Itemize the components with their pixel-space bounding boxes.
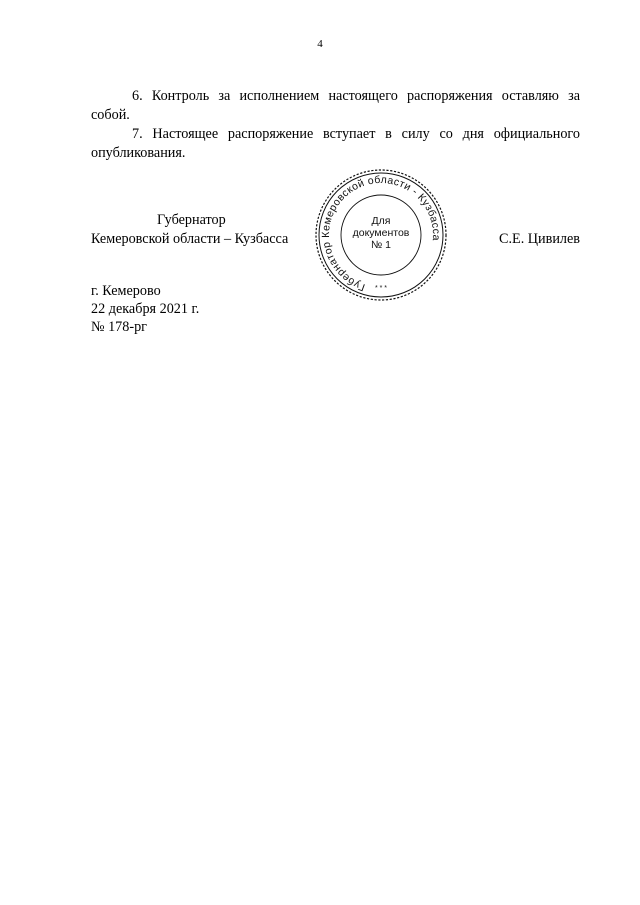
signatory-title	[91, 211, 315, 249]
signatory-position: Губернатор	[157, 212, 226, 228]
page-number: 4	[317, 38, 323, 50]
paragraph-7: 7. Настоящее распоряжение вступает в силу со дня официального опубликования.	[91, 126, 580, 161]
document-body	[91, 87, 580, 163]
seal-stars: * * *	[374, 285, 388, 292]
document-footer	[91, 282, 199, 336]
seal-center-line-2: документов	[352, 227, 410, 239]
footer-date: 22 декабря 2021 г.	[91, 301, 200, 317]
signatory-region: Кемеровской области – Кузбасса	[91, 231, 289, 247]
seal-center-line-3: № 1	[370, 239, 392, 251]
footer-city: г. Кемерово	[91, 283, 161, 299]
official-seal	[314, 168, 448, 302]
seal-ring-text: Губернатор Кемеровской области - Кузбасса	[319, 173, 443, 294]
signatory-name: С.Е. Цивилев	[499, 231, 580, 247]
paragraph-6: 6. Контроль за исполнением настоящего распоряжения оставляю за собой.	[91, 88, 580, 123]
footer-number: № 178-рг	[91, 319, 148, 335]
seal-center-line-1: Для	[371, 215, 391, 227]
